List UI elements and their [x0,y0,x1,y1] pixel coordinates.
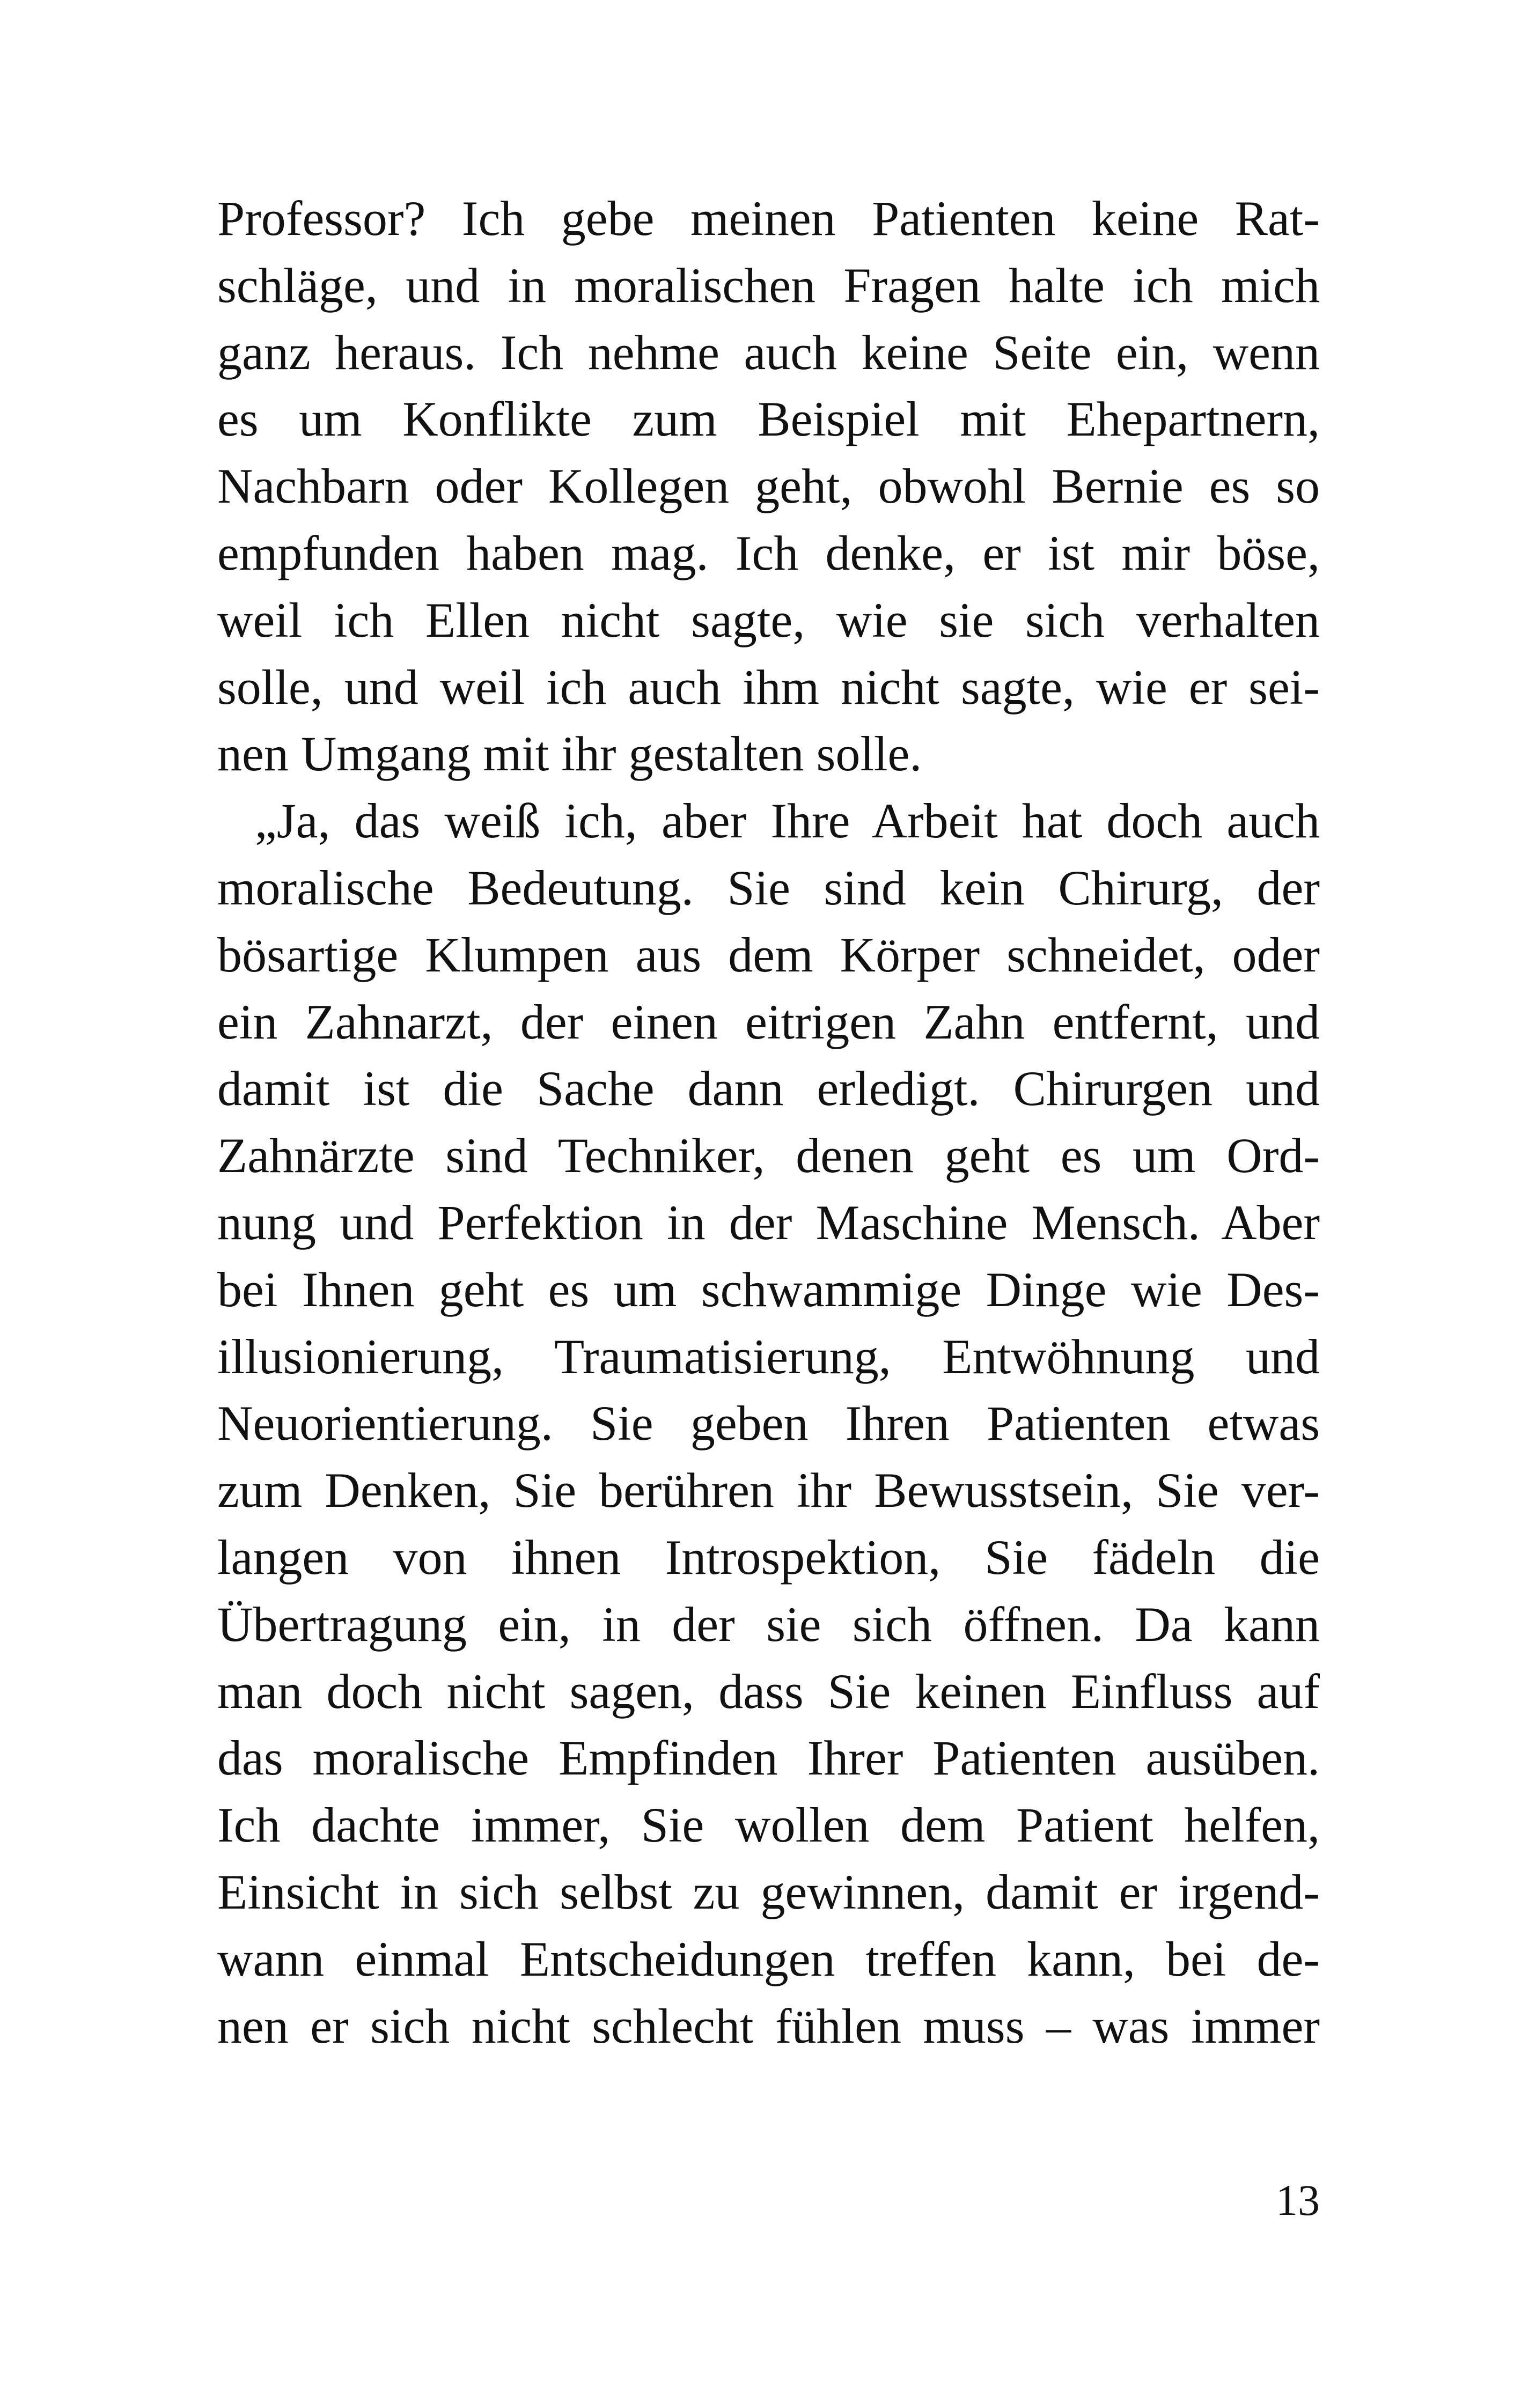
text-line: nen er sich nicht schlecht fühlen muss – was immer [217,1998,1320,2053]
text-line: zum Denken, Sie berühren ihr Bewusstsein, Sie ver- [217,1463,1320,1518]
text-line: solle, und weil ich auch ihm nicht sagte, wie er sei- [217,659,1320,715]
text-line: Zahnärzte sind Techniker, denen geht es um Ord- [217,1128,1320,1183]
text-line: ganz heraus. Ich nehme auch keine Seite ein, wenn [217,325,1320,380]
text-line: wann einmal Entscheidungen treffen kann, bei de- [217,1931,1320,1986]
text-line: empfunden haben mag. Ich denke, er ist mir böse, [217,525,1320,580]
text-line: schläge, und in moralischen Fragen halte ich mich [217,257,1320,313]
text-line: Ich dachte immer, Sie wollen dem Patient helfen, [217,1798,1320,1853]
text-line: damit ist die Sache dann erledigt. Chirurgen und [217,1061,1320,1116]
text-line: Einsicht in sich selbst zu gewinnen, damit er irgend- [217,1864,1320,1919]
text-line: man doch nicht sagen, dass Sie keinen Einfluss auf [217,1663,1320,1719]
page-number: 13 [1276,2176,1320,2225]
text-line: illusionierung, Traumatisierung, Entwöhnung und [217,1329,1320,1384]
text-line: ein Zahnarzt, der einen eitrigen Zahn entfernt, und [217,994,1320,1049]
text-line: weil ich Ellen nicht sagte, wie sie sich verhalten [217,592,1320,647]
text-line: nung und Perfektion in der Maschine Mensch. Aber [217,1195,1320,1250]
text-line: es um Konflikte zum Beispiel mit Ehepartnern, [217,392,1320,447]
text-line: Übertragung ein, in der sie sich öffnen. Da kann [217,1596,1320,1652]
text-line: moralische Bedeutung. Sie sind kein Chirurg, der [217,860,1320,915]
text-line: „Ja, das weiß ich, aber Ihre Arbeit hat doch auch [255,793,1320,849]
text-line: Nachbarn oder Kollegen geht, obwohl Bernie es so [217,459,1320,514]
body-text [217,185,1320,2059]
text-line: bei Ihnen geht es um schwammige Dinge wie Des- [217,1262,1320,1317]
text-line: langen von ihnen Introspektion, Sie fädeln die [217,1529,1320,1585]
text-line: das moralische Empfinden Ihrer Patienten ausüben. [217,1730,1320,1786]
text-line: Professor? Ich gebe meinen Patienten keine Rat- [217,191,1320,246]
text-line: nen Umgang mit ihr gestalten solle. [217,726,922,782]
text-line: Neuorientierung. Sie geben Ihren Patienten etwas [217,1396,1320,1451]
text-line: bösartige Klumpen aus dem Körper schneidet, oder [217,927,1320,982]
